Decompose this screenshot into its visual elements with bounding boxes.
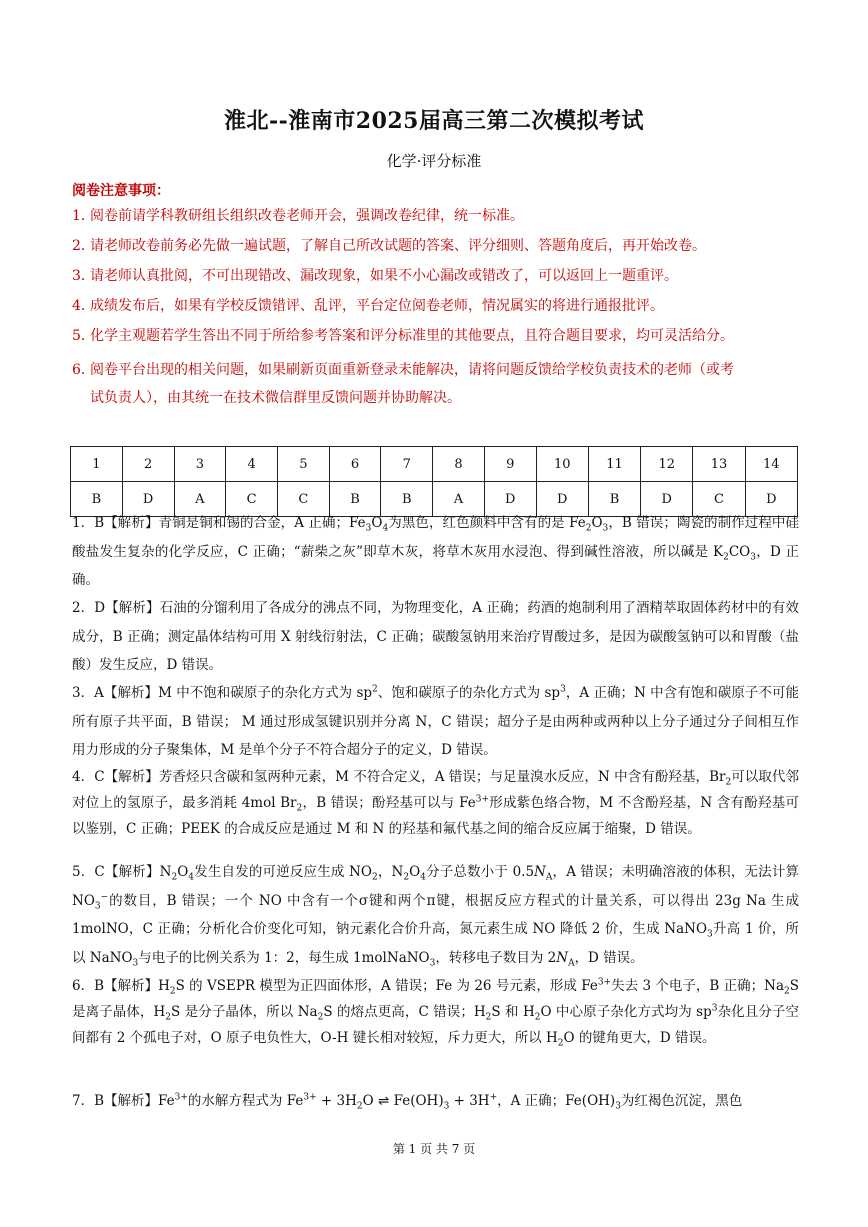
table-cell: A (174, 482, 226, 517)
table-cell: A (433, 482, 485, 517)
explanation-q2: 2．D【解析】石油的分馏利用了各成分的沸点不同，为物理变化，A 正确；药酒的炮制利用了酒精萃取固体药材中的有效成分，B 正确；测定晶体结构可用 X 射线衍射法，C 正确；碳酸氢钠用来治疗胃酸过多，是因为碳酸氢钠可以和胃酸（盐酸）发生反应，D 错误。 (72, 600, 799, 673)
page-footer: 第 1 页 共 7 页 (392, 1142, 476, 1156)
table-cell: 9 (484, 447, 536, 482)
notice-item: 5．化学主观题若学生答出不同于所给参考答案和评分标准里的其他要点，且符合题目要求，均可灵活给分。 (72, 328, 734, 344)
table-cell: 6 (329, 447, 381, 482)
notice-item: 4．成绩发布后，如果有学校反馈错评、乱评，平台定位阅卷老师，情况属实的将进行通报批评。 (72, 298, 664, 314)
table-cell: 12 (641, 447, 693, 482)
table-cell: 8 (433, 447, 485, 482)
table-cell: 4 (226, 447, 278, 482)
table-cell: 2 (122, 447, 174, 482)
table-cell: 14 (745, 447, 797, 482)
table-cell: 7 (381, 447, 433, 482)
table-cell: B (588, 482, 640, 517)
explanation-q1: 1．B【解析】青铜是铜和锡的合金，A 正确；$Fe_3O_4$为黑色，红色颜料中含有的是 $Fe_2O_3$，B 错误；陶瓷的制作过程中硅酸盐发生复杂的化学反应，C 正确；“薪柴之灰”即草木灰，将草木灰用水浸泡、得到碱性溶液，所以碱是 $K_2CO_3$，D 正确。 (72, 515, 799, 588)
notice-item: 6．阅卷平台出现的相关问题，如果刷新页面重新登录未能解决，请将问题反馈给学校负责技术的老师（或考 试负责人），由其统一在技术微信群里反馈问题并协助解决。 (72, 362, 734, 406)
table-cell: C (693, 482, 745, 517)
table-cell: 13 (693, 447, 745, 482)
table-cell: 1 (71, 447, 123, 482)
page-subtitle: 化学·评分标准 (386, 152, 482, 170)
answer-table (70, 446, 798, 517)
answer-table-number-row (71, 447, 798, 482)
table-cell: B (329, 482, 381, 517)
notice-item: 3．请老师认真批阅，不可出现错改、漏改现象，如果不小心漏改或错改了，可以返回上一题重评。 (72, 268, 678, 284)
explanation-q7: 7．B【解析】$Fe^{3+}$的水解方程式为 $Fe^{3+} + 3H_2O$ ⇌ $Fe(OH)_3 + 3H^+$，A 正确；$Fe(OH)_3$为红褐色沉淀，黑色 (72, 1092, 743, 1112)
table-cell: D (641, 482, 693, 517)
explanation-q5: 5．C【解析】$N_2O_4$发生自发的可逆反应生成 $NO_2$，$N_2O_4$分子总数小于 $0.5N_A$，A 错误；未明确溶液的体积，无法计算$NO_3^-$的数目，B 错误；一个 NO 中含有一个σ键和两个π键，根据反应方程式的计量关系，可以得出 23g Na 生成 1molNO，C 正确；分析化合价变化可知，钠元素化合价升高，氮元素生成 NO 降低 2 价，生成 NaNO$_3$升高 1 价，所以 NaNO$_3$与电子的比例关系为 1：2，每生成 1molNaNO$_3$，转移电子数目为 $2N_A$，D 错误。 (72, 864, 800, 969)
table-cell: D (536, 482, 588, 517)
page-title: 淮北--淮南市2025届高三第二次模拟考试 (224, 108, 644, 134)
table-cell: 10 (536, 447, 588, 482)
table-cell: C (226, 482, 278, 517)
explanation-q6: 6．B【解析】$H_2S$ 的 VSEPR 模型为正四面体形，A 错误；Fe 为 26 号元素，形成 $Fe^{3+}$失去 3 个电子，B 正确；$Na_2S$ 是离子晶体，$H_2S$ 是分子晶体，所以 $Na_2S$ 的熔点更高，C 错误；$H_2S$ 和 $H_2O$ 中心原子杂化方式均为 $sp^3$杂化且分子空间都有 2 个孤电子对，O 原子电负性大，O-H 键长相对较短，斥力更大，所以 $H_2O$ 的键角更大，D 错误。 (72, 977, 800, 1049)
explanation-q4: 4．C【解析】芳香烃只含碳和氢两种元素，M 不符合定义，A 错误；与足量溴水反应，N 中含有酚羟基，$Br_2$可以取代邻对位上的氢原子，最多消耗 4mol $Br_2$，B 错误；酚羟基可以与 $Fe^{3+}$形成紫色络合物，M 不含酚羟基，N 含有酚羟基可以鉴别，C 正确；PEEK 的合成反应是通过 M 和 N 的羟基和氟代基之间的缩合反应属于缩聚，D 错误。 (72, 769, 799, 837)
explanation-q3: 3．A【解析】M 中不饱和碳原子的杂化方式为 $sp^2$、饱和碳原子的杂化方式为 $sp^3$，A 正确；N 中含有饱和碳原子不可能所有原子共平面，B 错误； M 通过形成氢键识别并分离 N，C 错误；超分子是由两种或两种以上分子通过分子间相互作用力形成的分子聚集体，M 是单个分子不符合超分子的定义，D 错误。 (72, 684, 799, 758)
equilibrium-arrow: ⇌ (377, 1093, 390, 1109)
notice-item: 2．请老师改卷前务必先做一遍试题，了解自己所改试题的答案、评分细则、答题角度后，再开始改卷。 (72, 238, 706, 254)
table-cell: 3 (174, 447, 226, 482)
table-cell: D (122, 482, 174, 517)
table-cell: 5 (277, 447, 329, 482)
table-cell: B (381, 482, 433, 517)
notice-heading: 阅卷注意事项： (72, 183, 170, 199)
table-cell: D (745, 482, 797, 517)
table-cell: C (277, 482, 329, 517)
notice-item: 1．阅卷前请学科教研组长组织改卷老师开会，强调改卷纪律，统一标准。 (72, 208, 524, 224)
table-cell: 11 (588, 447, 640, 482)
table-cell: B (71, 482, 123, 517)
table-cell: D (484, 482, 536, 517)
